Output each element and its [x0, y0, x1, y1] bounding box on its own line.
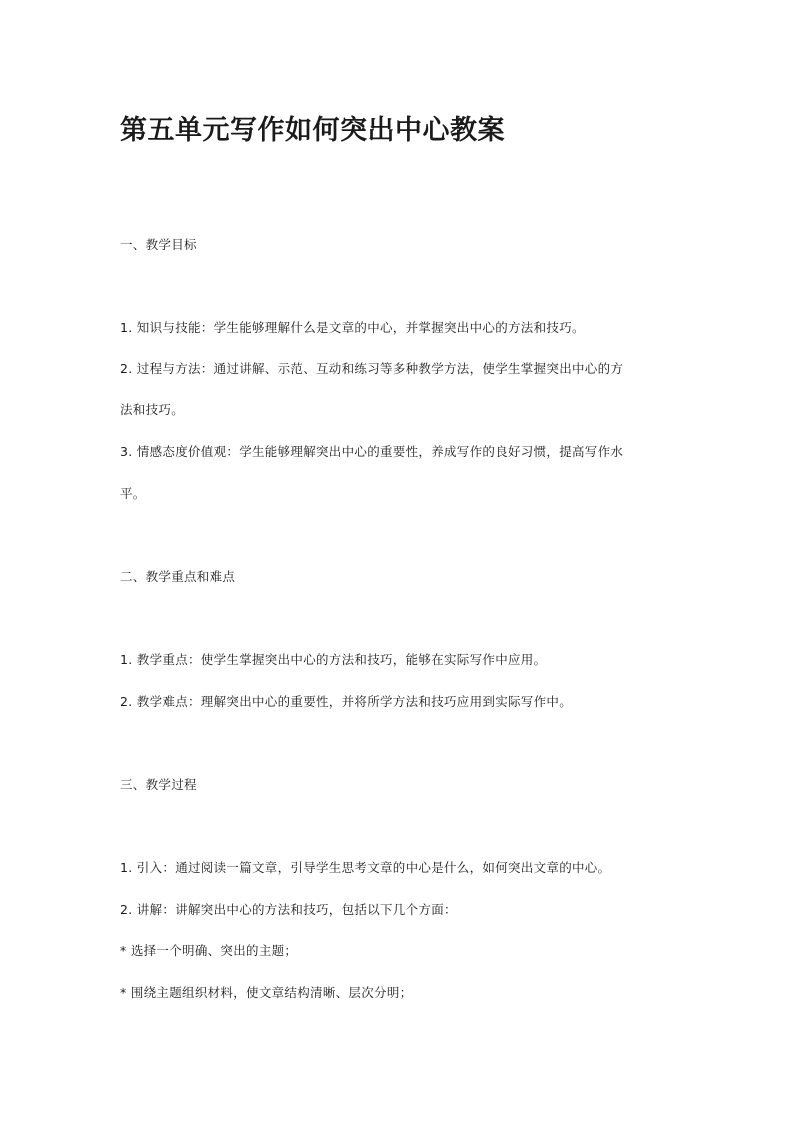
section-heading: 一、教学目标 — [120, 237, 197, 252]
paragraph-line: 1. 引入：通过阅读一篇文章，引导学生思考文章的中心是什么，如何突出文章的中心。 — [120, 860, 611, 875]
paragraph-line: 3. 情感态度价值观：学生能够理解突出中心的重要性，养成写作的良好习惯，提高写作水 — [120, 444, 624, 459]
paragraph-line: 1. 知识与技能：学生能够理解什么是文章的中心，并掌握突出中心的方法和技巧。 — [120, 320, 585, 335]
paragraph-line: 平。 — [120, 486, 146, 501]
paragraph-line: 法和技巧。 — [120, 402, 185, 417]
section-heading: 二、教学重点和难点 — [120, 569, 236, 584]
paragraph-line: 2. 讲解：讲解突出中心的方法和技巧，包括以下几个方面： — [120, 902, 457, 917]
paragraph-line: 2. 教学难点：理解突出中心的重要性，并将所学方法和技巧应用到实际写作中。 — [120, 694, 573, 709]
bullet-line: * 围绕主题组织材料，使文章结构清晰、层次分明； — [120, 985, 413, 1000]
section-heading: 三、教学过程 — [120, 777, 197, 792]
bullet-line: * 选择一个明确、突出的主题； — [120, 943, 298, 958]
paragraph-line: 1. 教学重点：使学生掌握突出中心的方法和技巧，能够在实际写作中应用。 — [120, 652, 547, 667]
document-title: 第五单元写作如何突出中心教案 — [120, 115, 505, 146]
paragraph-line: 2. 过程与方法：通过讲解、示范、互动和练习等多种教学方法，使学生掌握突出中心的方 — [120, 361, 624, 376]
